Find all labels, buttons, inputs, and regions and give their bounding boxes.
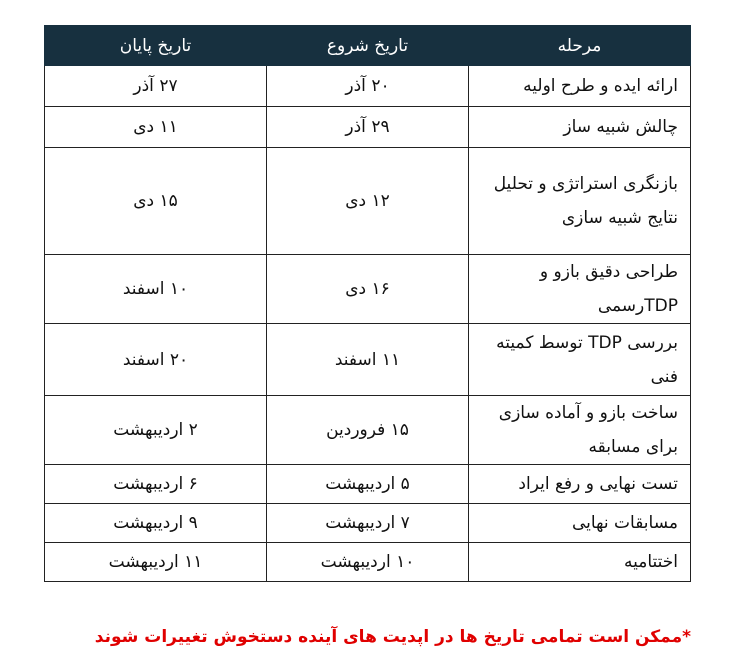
table-row bbox=[45, 107, 691, 148]
table-row bbox=[45, 543, 691, 582]
table-row bbox=[45, 324, 691, 396]
stage-cell: ارائه ایده و طرح اولیه bbox=[469, 66, 691, 107]
table-row bbox=[45, 396, 691, 465]
table-row bbox=[45, 148, 691, 255]
table-row bbox=[45, 66, 691, 107]
stage-cell: بازنگری استراتژی و تحلیل نتایج شبیه سازی bbox=[469, 148, 691, 255]
stage-cell: بررسی TDP توسط کمیته فنی bbox=[469, 324, 691, 396]
end-date-cell: ۱۵ دی bbox=[45, 148, 267, 255]
end-date-cell: ۶ اردیبهشت bbox=[45, 465, 267, 504]
end-date-cell: ۱۱ دی bbox=[45, 107, 267, 148]
stage-cell: چالش شبیه ساز bbox=[469, 107, 691, 148]
header-stage: مرحله bbox=[469, 26, 691, 66]
end-date-cell: ۱۰ اسفند bbox=[45, 255, 267, 324]
stage-cell: مسابقات نهایی bbox=[469, 504, 691, 543]
stage-cell: ساخت بازو و آماده سازی برای مسابقه bbox=[469, 396, 691, 465]
start-date-cell: ۷ اردیبهشت bbox=[267, 504, 469, 543]
schedule-table bbox=[44, 25, 691, 582]
table-row bbox=[45, 465, 691, 504]
footnote-disclaimer: *ممکن است تمامی تاریخ ها در اپدیت های آینده دستخوش تغییرات شوند bbox=[94, 627, 691, 647]
table-row bbox=[45, 255, 691, 324]
start-date-cell: ۱۵ فروردین bbox=[267, 396, 469, 465]
start-date-cell: ۲۹ آذر bbox=[267, 107, 469, 148]
end-date-cell: ۹ اردیبهشت bbox=[45, 504, 267, 543]
end-date-cell: ۲۷ آذر bbox=[45, 66, 267, 107]
end-date-cell: ۲ اردیبهشت bbox=[45, 396, 267, 465]
end-date-cell: ۱۱ اردیبهشت bbox=[45, 543, 267, 582]
start-date-cell: ۱۲ دی bbox=[267, 148, 469, 255]
stage-cell: تست نهایی و رفع ایراد bbox=[469, 465, 691, 504]
header-end-date: تاریخ پایان bbox=[45, 26, 267, 66]
start-date-cell: ۱۰ اردیبهشت bbox=[267, 543, 469, 582]
table-row bbox=[45, 504, 691, 543]
start-date-cell: ۲۰ آذر bbox=[267, 66, 469, 107]
end-date-cell: ۲۰ اسفند bbox=[45, 324, 267, 396]
table-header-row bbox=[45, 26, 691, 66]
start-date-cell: ۵ اردیبهشت bbox=[267, 465, 469, 504]
stage-cell: اختتامیه bbox=[469, 543, 691, 582]
start-date-cell: ۱۶ دی bbox=[267, 255, 469, 324]
start-date-cell: ۱۱ اسفند bbox=[267, 324, 469, 396]
header-start-date: تاریخ شروع bbox=[267, 26, 469, 66]
stage-cell: طراحی دقیق بازو و TDPرسمی bbox=[469, 255, 691, 324]
